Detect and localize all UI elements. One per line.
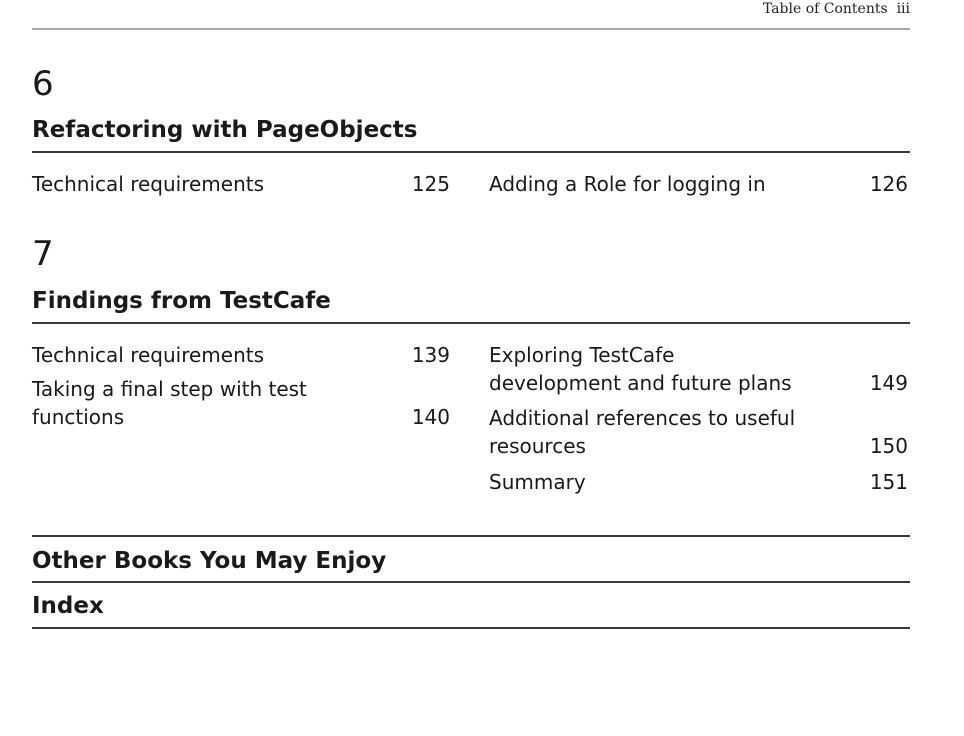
running-head-section: Table of Contents <box>762 1 888 17</box>
toc-entry-page-number[interactable]: 126 <box>869 172 908 196</box>
toc-entry-title: Summary <box>489 470 586 494</box>
toc-entry-title-line: Taking a final step with test <box>32 377 307 401</box>
toc-entry-page-number[interactable]: 140 <box>411 405 450 429</box>
back-matter-index[interactable]: Index <box>32 593 104 619</box>
chapter-7-rule <box>32 322 910 324</box>
toc-entry-page-number[interactable]: 149 <box>869 371 908 395</box>
toc-entry-title-line: development and future plans <box>489 371 792 395</box>
chapter-6-rule <box>32 151 910 153</box>
toc-entry-technical-requirements-ch6[interactable] <box>32 170 264 198</box>
toc-entry-title-line: resources <box>489 434 586 458</box>
toc-entry-title: Adding a Role for logging in <box>489 172 766 196</box>
toc-entry-page-number[interactable]: 150 <box>869 434 908 458</box>
toc-entry-page-number[interactable]: 151 <box>869 470 908 494</box>
running-head-text <box>763 0 910 18</box>
back-matter-rule-middle <box>32 581 910 583</box>
toc-entry-title: Technical requirements <box>32 172 265 196</box>
toc-entry-technical-requirements-ch7[interactable] <box>32 341 264 369</box>
toc-entry-title-line: functions <box>32 405 125 429</box>
toc-entry-taking-a-final-step[interactable] <box>32 375 307 431</box>
toc-entry-title-line: Exploring TestCafe <box>489 343 675 367</box>
running-head-page-numeral: iii <box>896 1 910 17</box>
toc-entry-adding-a-role[interactable] <box>489 170 766 198</box>
back-matter-rule-bottom <box>32 627 910 629</box>
toc-entry-title: Technical requirements <box>32 343 265 367</box>
toc-entry-page-number[interactable]: 125 <box>411 172 450 196</box>
chapter-7-number: 7 <box>32 234 54 274</box>
toc-entry-exploring-testcafe[interactable] <box>489 341 792 397</box>
back-matter-other-books[interactable]: Other Books You May Enjoy <box>32 548 387 574</box>
back-matter-rule-top <box>32 535 910 537</box>
chapter-7-title[interactable]: Findings from TestCafe <box>32 288 331 314</box>
toc-entry-summary[interactable] <box>489 468 586 496</box>
chapter-6-title[interactable]: Refactoring with PageObjects <box>32 117 418 143</box>
chapter-6-number: 6 <box>32 64 54 104</box>
toc-entry-title-line: Additional references to useful <box>489 406 796 430</box>
toc-entry-additional-references[interactable] <box>489 404 795 460</box>
running-head <box>32 0 910 30</box>
toc-entry-page-number[interactable]: 139 <box>411 343 450 367</box>
